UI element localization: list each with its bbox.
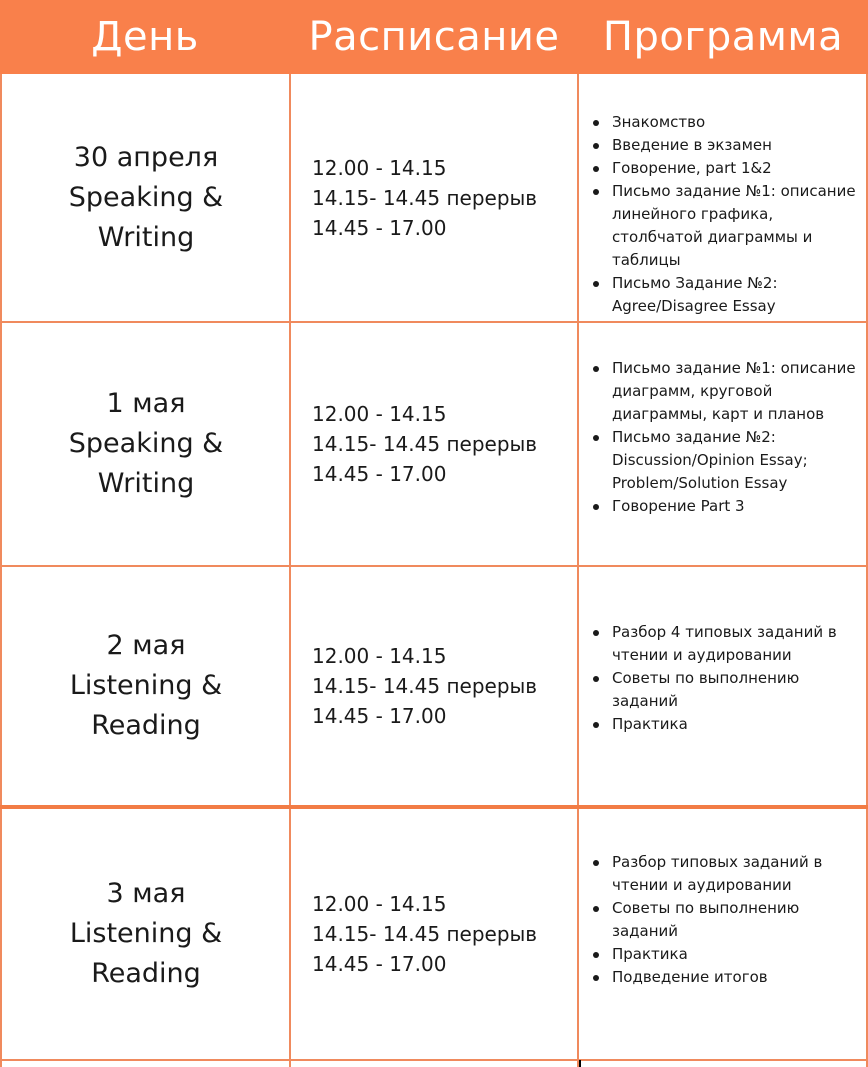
header-day: День bbox=[91, 14, 199, 60]
list-item: Говорение Part 3 bbox=[612, 495, 864, 518]
table-row bbox=[0, 809, 868, 1059]
list-item: Советы по выполнению заданий bbox=[612, 897, 864, 943]
day-subject: Speaking & bbox=[68, 428, 224, 459]
schedule-slot: 14.45 - 17.00 bbox=[312, 704, 447, 728]
program-list bbox=[582, 357, 864, 518]
program-cell bbox=[582, 621, 864, 736]
list-item: Советы по выполнению заданий bbox=[612, 667, 864, 713]
day-date: 2 мая bbox=[106, 630, 186, 661]
header-program: Программа bbox=[602, 14, 844, 60]
schedule-slot: 14.15- 14.45 перерыв bbox=[312, 674, 538, 698]
bullet-icon bbox=[593, 952, 599, 958]
schedule-slot: 14.45 - 17.00 bbox=[312, 215, 447, 240]
program-cell bbox=[582, 851, 864, 989]
program-cell bbox=[582, 357, 864, 518]
program-list bbox=[582, 851, 864, 989]
schedule-cell bbox=[312, 567, 574, 805]
day-subject: Speaking & bbox=[68, 181, 224, 213]
day-subject: Writing bbox=[97, 468, 195, 499]
grid-line-row4 bbox=[0, 1059, 868, 1061]
day-date: 3 мая bbox=[106, 878, 186, 909]
day-subject: Writing bbox=[97, 221, 195, 253]
bullet-icon bbox=[593, 676, 599, 682]
program-cell bbox=[582, 111, 864, 318]
bullet-icon bbox=[593, 281, 599, 287]
bullet-icon bbox=[593, 906, 599, 912]
schedule-slot: 14.15- 14.45 перерыв bbox=[312, 432, 538, 456]
bullet-icon bbox=[593, 504, 599, 510]
list-item: Разбор типовых заданий в чтении и аудировании bbox=[612, 851, 864, 897]
schedule-slot: 14.15- 14.45 перерыв bbox=[312, 922, 538, 946]
day-subject: Reading bbox=[91, 958, 201, 989]
schedule-slot: 12.00 - 14.15 bbox=[312, 644, 447, 668]
list-item: Введение в экзамен bbox=[612, 134, 864, 157]
table-row bbox=[0, 323, 868, 565]
bullet-icon bbox=[593, 630, 599, 636]
table-header bbox=[0, 0, 868, 74]
schedule-table bbox=[0, 74, 868, 1067]
bullet-icon bbox=[593, 143, 599, 149]
bullet-icon bbox=[593, 366, 599, 372]
schedule-slot: 14.45 - 17.00 bbox=[312, 462, 447, 486]
list-item: Письмо задание №1: описание линейного графика, столбчатой диаграммы и таблицы bbox=[612, 180, 864, 272]
schedule-slot: 14.15- 14.45 перерыв bbox=[312, 185, 538, 210]
list-item: Письмо задание №1: описание диаграмм, круговой диаграммы, карт и планов bbox=[612, 357, 864, 426]
schedule-slot: 12.00 - 14.15 bbox=[312, 892, 447, 916]
schedule-slot: 12.00 - 14.15 bbox=[312, 155, 447, 180]
day-date: 30 апреля bbox=[73, 141, 219, 173]
schedule-cell bbox=[312, 74, 574, 321]
program-list bbox=[582, 111, 864, 318]
bullet-icon bbox=[593, 435, 599, 441]
schedule-slot: 14.45 - 17.00 bbox=[312, 952, 447, 976]
list-item: Практика bbox=[612, 713, 864, 736]
bullet-icon bbox=[593, 120, 599, 126]
schedule-slot: 12.00 - 14.15 bbox=[312, 402, 447, 426]
table-row bbox=[0, 567, 868, 805]
bullet-icon bbox=[593, 189, 599, 195]
day-date: 1 мая bbox=[106, 388, 186, 419]
day-subject: Listening & bbox=[69, 670, 223, 701]
day-cell bbox=[2, 74, 290, 321]
header-schedule: Расписание bbox=[308, 14, 560, 60]
bullet-icon bbox=[593, 722, 599, 728]
list-item: Практика bbox=[612, 943, 864, 966]
table-row bbox=[0, 74, 868, 321]
cropped-divider bbox=[579, 1060, 581, 1067]
list-item: Письмо задание №2: Discussion/Opinion Essay; Problem/Solution Essay bbox=[612, 426, 864, 495]
day-cell bbox=[2, 809, 290, 1059]
day-subject: Listening & bbox=[69, 918, 223, 949]
list-item: Разбор 4 типовых заданий в чтении и аудировании bbox=[612, 621, 864, 667]
list-item: Знакомство bbox=[612, 111, 864, 134]
schedule-cell bbox=[312, 323, 574, 565]
day-cell bbox=[2, 323, 290, 565]
list-item: Подведение итогов bbox=[612, 966, 864, 989]
bullet-icon bbox=[593, 860, 599, 866]
day-subject: Reading bbox=[91, 710, 201, 741]
list-item: Говорение, part 1&2 bbox=[612, 157, 864, 180]
schedule-cell bbox=[312, 809, 574, 1059]
bullet-icon bbox=[593, 166, 599, 172]
list-item: Письмо Задание №2: Agree/Disagree Essay bbox=[612, 272, 864, 318]
day-cell bbox=[2, 567, 290, 805]
program-list bbox=[582, 621, 864, 736]
bullet-icon bbox=[593, 975, 599, 981]
